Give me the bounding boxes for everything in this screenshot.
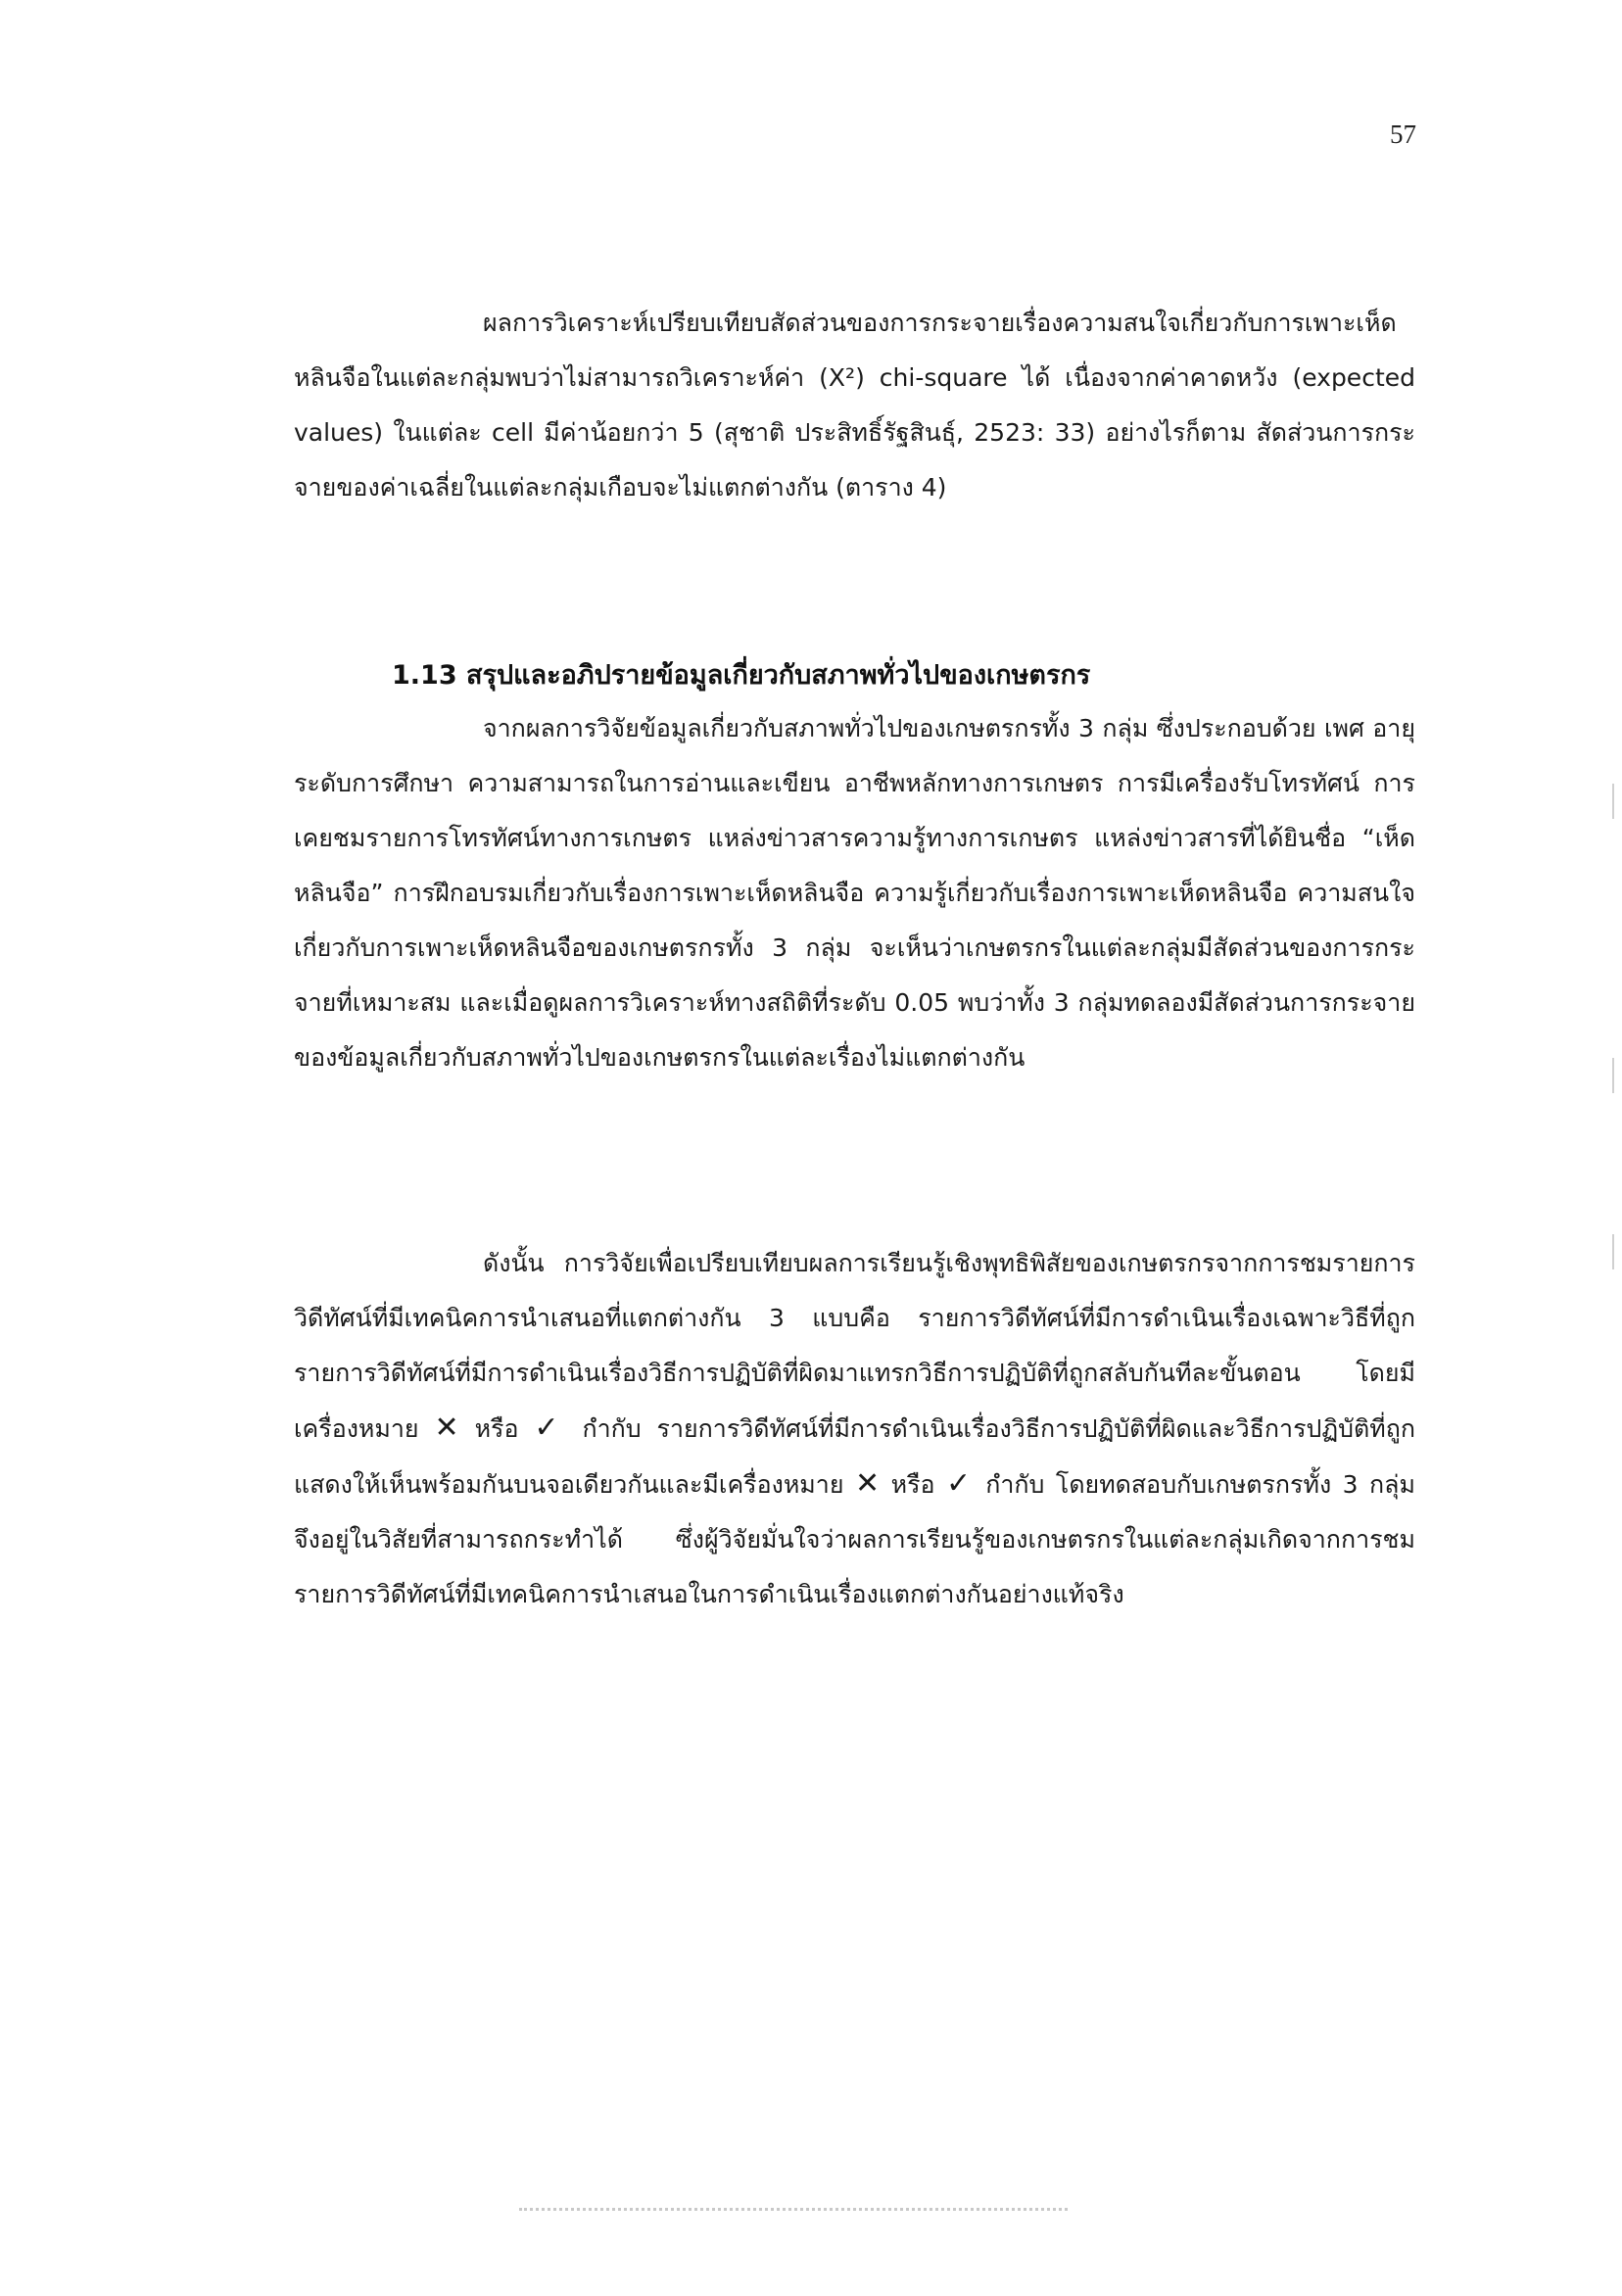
paragraph-summary: จากผลการวิจัยข้อมูลเกี่ยวกับสภาพทั่วไปของเกษตรกรทั้ง 3 กลุ่ม ซึ่งประกอบด้วย เพศ อายุ ระดับการศึกษา ความสามารถในการอ่านและเขียน อาชีพหลักทางการเกษตร การมีเครื่องรับโทรทัศน์ การเคยชมรายการโทรทัศน์ทางการเกษตร แหล่งข่าวสารความรู้ทางการเกษตร แหล่งข่าวสารที่ได้ยินชื่อ “เห็ดหลินจือ” การฝึกอบรมเกี่ยวกับเรื่องการเพาะเห็ดหลินจือ ความรู้เกี่ยวกับเรื่องการเพาะเห็ดหลินจือ ความสนใจเกี่ยวกับการเพาะเห็ดหลินจือของเกษตรกรทั้ง 3 กลุ่ม จะเห็นว่าเกษตรกรในแต่ละกลุ่มมีสัดส่วนของการกระจายที่เหมาะสม และเมื่อดูผลการวิเคราะห์ทางสถิติที่ระดับ 0.05 พบว่าทั้ง 3 กลุ่มทดลองมีสัดส่วนการกระจายของข้อมูลเกี่ยวกับสภาพทั่วไปของเกษตรกรในแต่ละเรื่องไม่แตกต่างกัน bbox=[294, 714, 1415, 1072]
conclusion-text-3: กำกับ โดยทดสอบกับเกษตรกรทั้ง 3 กลุ่ม จึงอยู่ในวิสัยที่สามารถกระทำได้ ซึ่งผู้วิจัยมั่นใจว่าผลการเรียนรู้ของเกษตรกรในแต่ละกลุ่มเกิดจากการชมรายการวิดีทัศน์ที่มีเทคนิคการนำเสนอในการดำเนินเรื่องแตกต่างกันอย่างแท้จริง bbox=[294, 1470, 1415, 1608]
conclusion-text-1: ดังนั้น การวิจัยเพื่อเปรียบเทียบผลการเรียนรู้เชิงพุทธิพิสัยของเกษตรกรจากการชมรายการวิดีทัศน์ที่มีเทคนิคการนำเสนอที่แตกต่างกัน 3 แบบคือ รายการวิดีทัศน์ที่มีการดำเนินเรื่องเฉพาะวิธีที่ถูก รายการวิดีทัศน์ที่มีการดำเนินเรื่องวิธีการปฏิบัติที่ผิดมาแทรกวิธีการปฏิบัติที่ถูกสลับกันทีละขั้นตอน โดยมีเครื่องหมาย bbox=[294, 1249, 1415, 1443]
conclusion-or-1: หรือ bbox=[474, 1414, 519, 1443]
paragraph-chi-square-result: ผลการวิเคราะห์เปรียบเทียบสัดส่วนของการกระจายเรื่องความสนใจเกี่ยวกับการเพาะเห็ดหลินจือในแต่ละกลุ่มพบว่าไม่สามารถวิเคราะห์ค่า (X²) chi-square ได้ เนื่องจากค่าคาดหวัง (expected values) ในแต่ละ cell มีค่าน้อยกว่า 5 (สุชาติ ประสิทธิ์รัฐสินธุ์, 2523: 33) อย่างไรก็ตาม สัดส่วนการกระจายของค่าเฉลี่ยในแต่ละกลุ่มเกือบจะไม่แตกต่างกัน (ตาราง 4) bbox=[294, 309, 1415, 502]
section-heading: 1.13 สรุปและอภิปรายข้อมูลเกี่ยวกับสภาพทั่วไปของเกษตรกร bbox=[392, 660, 1091, 691]
conclusion-text-2: กำกับ รายการวิดีทัศน์ที่มีการดำเนินเรื่องวิธีการปฏิบัติที่ผิดและวิธีการปฏิบัติที่ถูก แสดงให้เห็นพร้อมกันบนจอเดียวกันและมีเครื่องหมาย bbox=[294, 1414, 1416, 1499]
scan-edge-mark bbox=[1612, 1234, 1614, 1269]
check-mark-icon-2: ✓ bbox=[946, 1466, 975, 1501]
page-number: 57 bbox=[1390, 120, 1416, 149]
cross-mark-icon-2: ✕ bbox=[854, 1466, 881, 1501]
cross-mark-icon: ✕ bbox=[434, 1411, 459, 1445]
scan-artifact-line bbox=[519, 2208, 1068, 2211]
scan-edge-mark bbox=[1612, 1058, 1614, 1093]
scan-edge-mark bbox=[1612, 784, 1614, 819]
conclusion-or-2: หรือ bbox=[890, 1470, 935, 1499]
paragraph-conclusion bbox=[294, 1236, 1415, 1622]
check-mark-icon: ✓ bbox=[534, 1411, 567, 1445]
